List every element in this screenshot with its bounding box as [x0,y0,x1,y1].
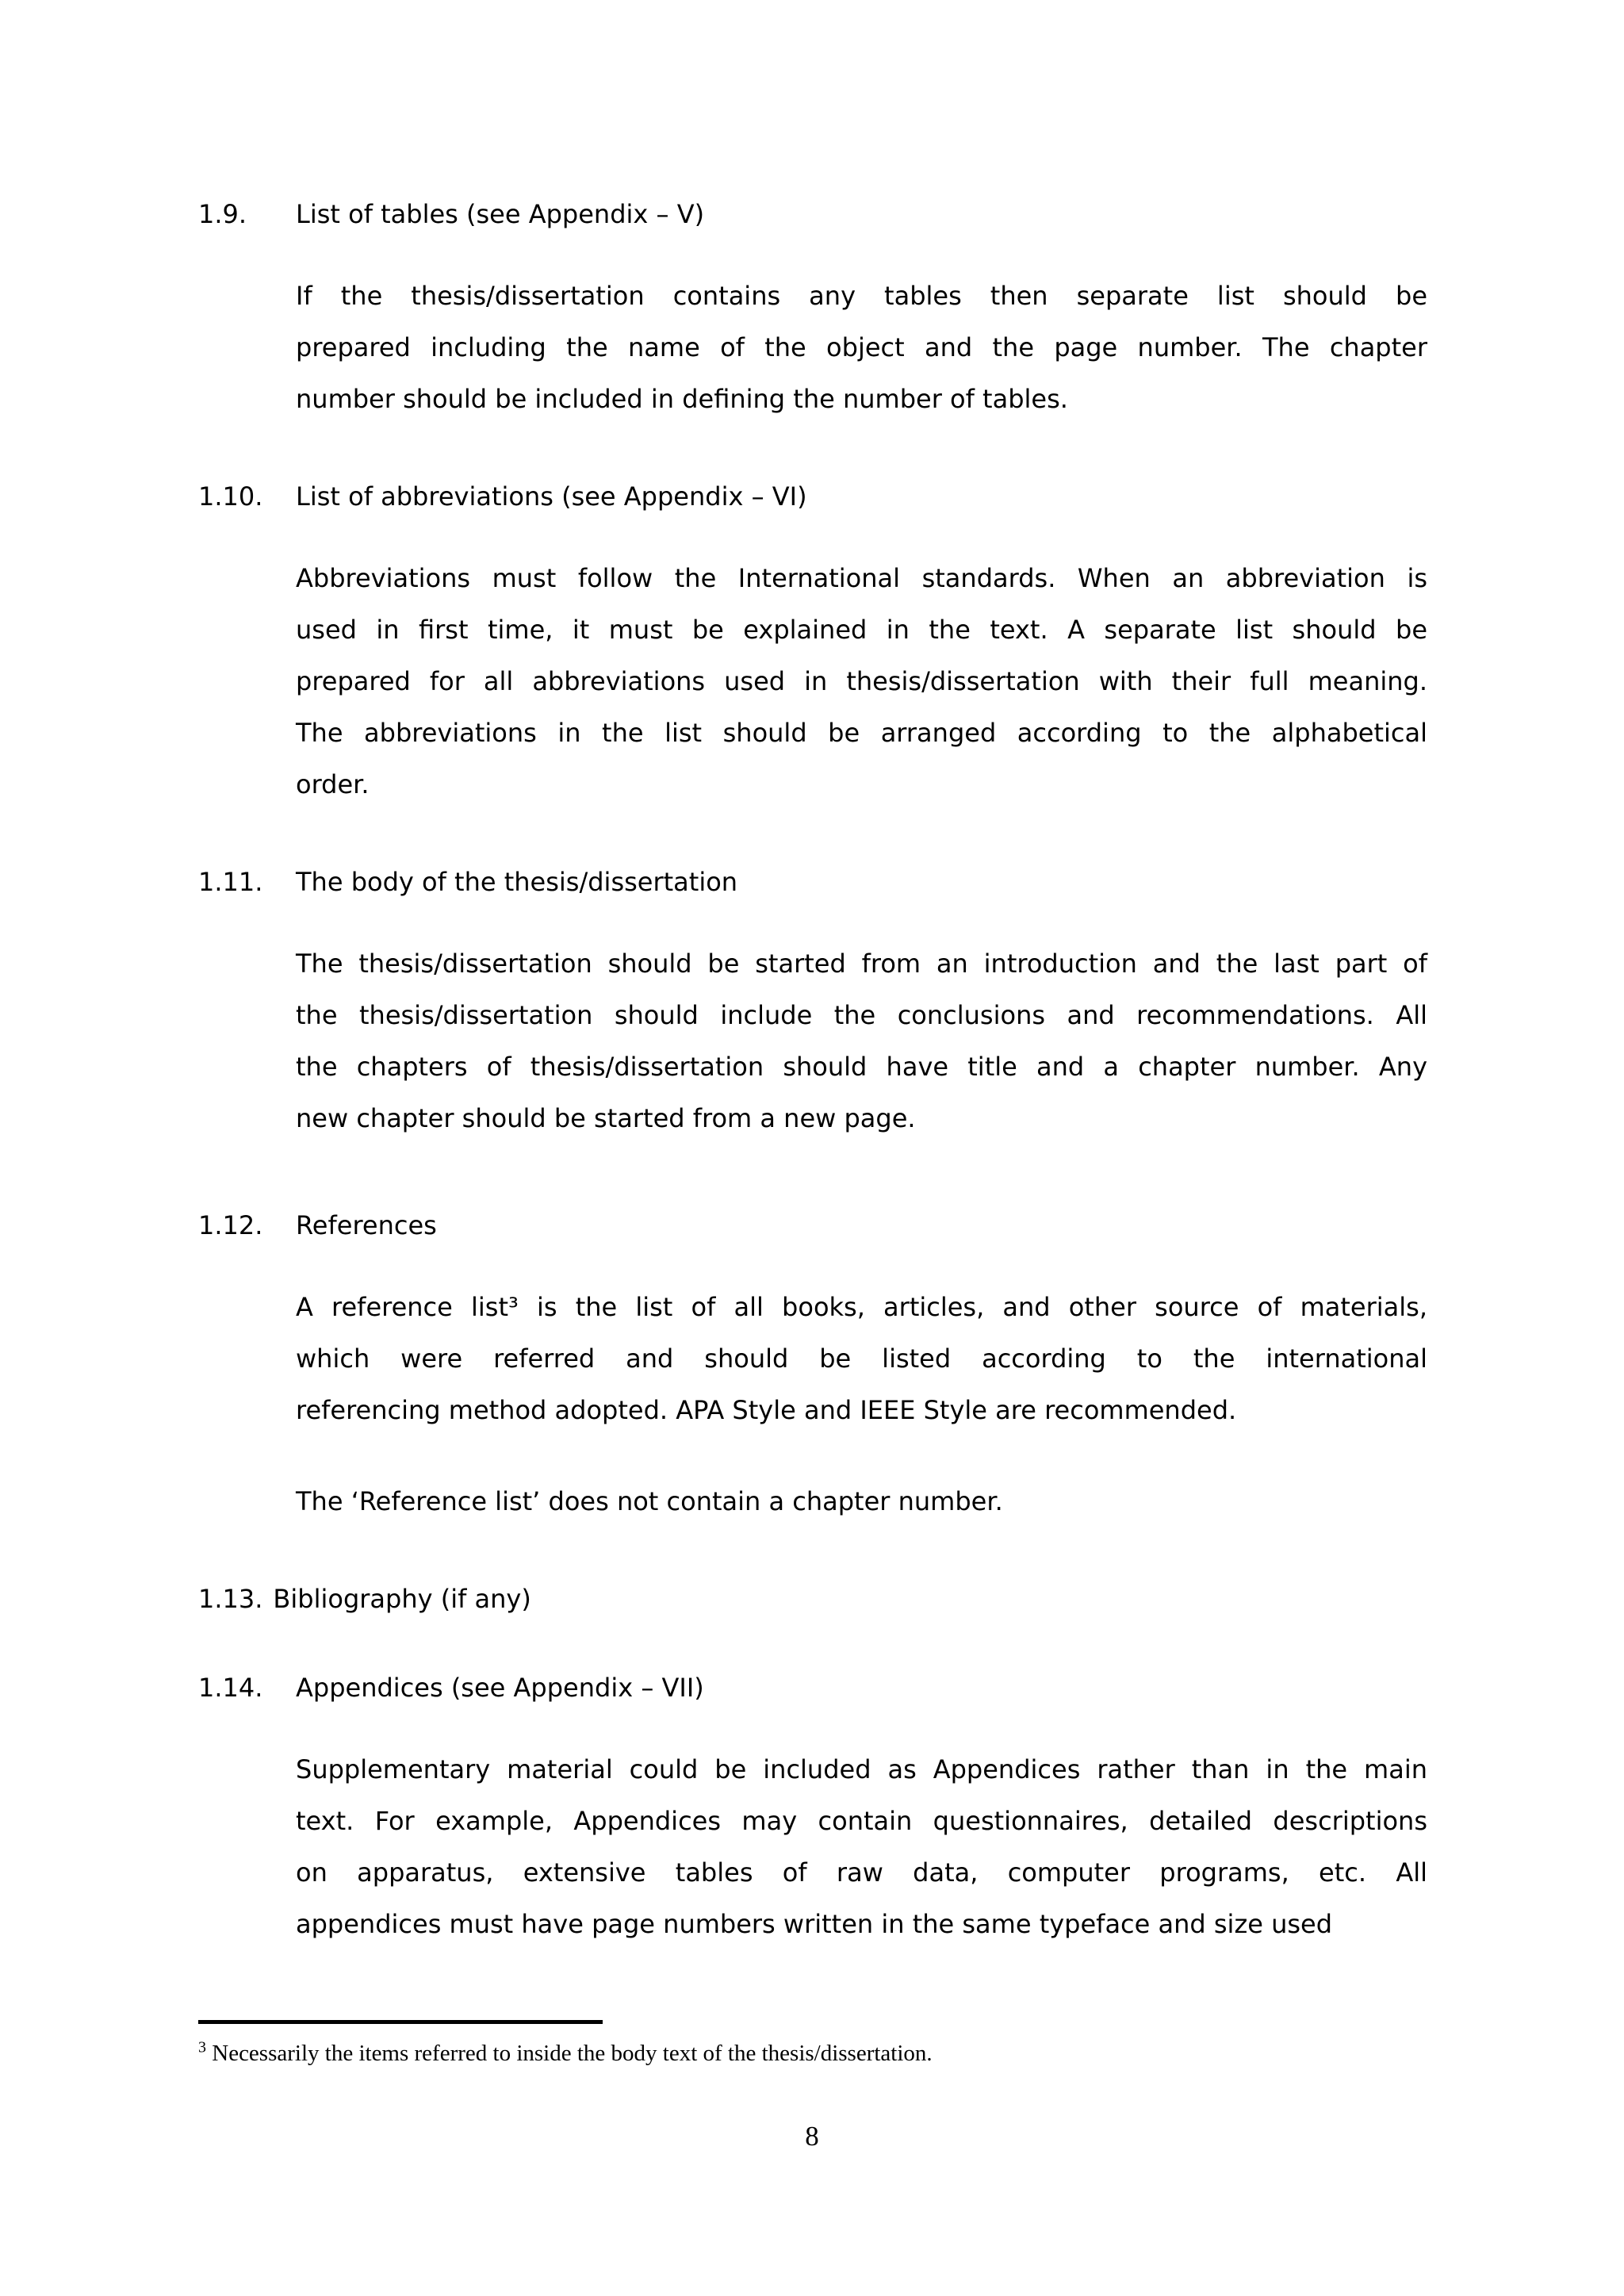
section-number: 1.12. [198,1210,263,1240]
section-title: List of tables (see Appendix – V) [296,199,705,229]
paragraph-line: If the thesis/dissertation contains any tables then separate list should be [296,281,1427,311]
paragraph [296,553,1427,811]
paragraph-line: the chapters of thesis/dissertation should have title and a chapter number. Any [296,1052,1427,1082]
paragraph-line: which were referred and should be listed according to the international [296,1343,1427,1374]
paragraph-line: prepared for all abbreviations used in thesis/dissertation with their full meaning. [296,666,1427,696]
paragraph [296,270,1427,425]
paragraph-line: A reference list³ is the list of all books, articles, and other source of materials, [296,1292,1427,1322]
section-number: 1.9. [198,199,247,229]
section-heading [198,1573,1427,1625]
paragraph [296,938,1427,1144]
section-heading [198,1662,1427,1714]
paragraph-line: number should be included in defining the number of tables. [296,384,1068,414]
section [198,1662,1427,1950]
paragraph [296,1744,1427,1950]
document-body [198,0,1427,1950]
paragraph-line: used in first time, it must be explained in the text. A separate list should be [296,615,1427,645]
paragraph-line: text. For example, Appendices may contain questionnaires, detailed descriptions [296,1806,1427,1836]
paragraph-line: the thesis/dissertation should include the conclusions and recommendations. All [296,1000,1427,1030]
section-title: Appendices (see Appendix – VII) [296,1673,704,1703]
paragraph [296,1476,1427,1527]
section-number: 1.10. [198,481,263,512]
footnote [198,2037,1427,2070]
section [198,189,1427,425]
paragraph-line: Supplementary material could be included as Appendices rather than in the main [296,1754,1427,1784]
paragraph-line: order. [296,769,370,799]
footnote-separator-rule [198,2020,603,2024]
section [198,1200,1427,1527]
paragraph-line: The ‘Reference list’ does not contain a chapter number. [296,1486,1003,1516]
paragraph-line: referencing method adopted. APA Style and IEEE Style are recommended. [296,1395,1237,1425]
section [198,1573,1427,1625]
section [198,857,1427,1144]
section-heading [198,189,1427,240]
section [198,471,1427,811]
paragraph-line: new chapter should be started from a new page. [296,1103,916,1133]
section-heading [198,857,1427,908]
paragraph-line: prepared including the name of the object and the page number. The chapter [296,332,1427,362]
section-title: List of abbreviations (see Appendix – VI) [296,481,807,512]
footnote-text-content: Necessarily the items referred to inside the body text of the thesis/dissertation. [212,2041,933,2066]
page-number: 8 [805,2121,819,2152]
paragraph-line: on apparatus, extensive tables of raw data, computer programs, etc. All [296,1857,1427,1888]
section-number: 1.11. [198,867,263,897]
paragraph-line: The abbreviations in the list should be arranged according to the alphabetical [296,718,1427,748]
section-title: Bibliography (if any) [273,1584,531,1614]
section-number: 1.13. [198,1584,263,1614]
section-heading [198,1200,1427,1251]
section-number: 1.14. [198,1673,263,1703]
paragraph-line: The thesis/dissertation should be started from an introduction and the last part of [296,949,1427,979]
paragraph-line: Abbreviations must follow the International standards. When an abbreviation is [296,563,1427,593]
footnote-marker: 3 [198,2038,206,2056]
paragraph [296,1282,1427,1436]
section-title: References [296,1210,437,1240]
paragraph-line: appendices must have page numbers written in the same typeface and size used [296,1909,1333,1939]
section-title: The body of the thesis/dissertation [296,867,738,897]
section-heading [198,471,1427,523]
